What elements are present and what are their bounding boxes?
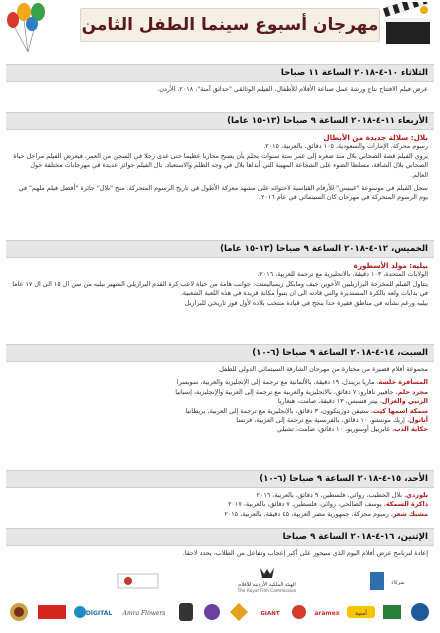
aramex-logo	[312, 603, 342, 621]
day-heading: الخميس، ١٢-٤-٢٠١٨ الساعة ٩ صباحا (١٣-١٥ عاما)	[6, 240, 434, 258]
film-info: ، إريك مونتشو، ١٠ دقائق، بالفرنسية مع ترجمة إلى العربية، فرنسا	[236, 416, 410, 425]
partner-logo	[408, 601, 432, 623]
balloons-icon	[4, 2, 50, 54]
film-title: سمكة اسمها كيث	[372, 406, 428, 415]
day-heading: الأحد، ١٥-٤-٢٠١٨ الساعة ٩ صباحا (٦-١٠)	[6, 470, 434, 488]
film-info: ، ستيفن دوريتكوون، ٣ دقائق، بالإنجليزية مع ترجمة إلى العربية، بريطانيا	[185, 406, 373, 415]
giant-logo	[256, 603, 284, 621]
logo-text: Amra Flowers	[122, 610, 166, 617]
logo-text: شركاء	[391, 580, 405, 586]
logo-text: DIGITAL	[85, 610, 113, 617]
day-saturday	[6, 344, 434, 435]
logos-bottom-row	[6, 599, 434, 625]
day-description: مجموعة أفلام قصيرة من مختارة من مهرجان الشارقة السينمائي الدولي للطفل	[219, 365, 428, 373]
film-line	[12, 491, 428, 500]
page-title: مهرجان أسبوع سينما الطفل الثامن	[81, 15, 379, 35]
film-line	[12, 378, 428, 387]
day-tuesday	[6, 64, 434, 94]
film-info: ، يوسف الصالحي، روائي، فلسطين، ٧ دقائق، بالعربية، ٢٠١٧	[228, 500, 386, 509]
logo-text: The Royal Film Commission	[237, 589, 297, 594]
partner-logo	[380, 601, 404, 623]
partner-logo	[366, 570, 410, 592]
logos-top-row	[116, 566, 416, 594]
film-info: ، غابرييل أوسوريو، ١٠ دقائق، صامت، تشيلي	[277, 425, 395, 434]
day-heading: الأربعاء ١١-٤-٢٠١٨ الساعة ٩ صباحا (١٣-١٥ عاما)	[6, 112, 434, 130]
film-line	[12, 510, 428, 519]
film-line	[12, 407, 428, 416]
logo-text: aramex	[314, 610, 340, 617]
logo-text: GIANT	[260, 611, 280, 617]
red-brand-logo	[38, 605, 66, 619]
day-description: إعادة لبرنامج عرض أفلام اليوم الذي سيحوز على أكبر إعجاب وتفاعل من الطلاب، يحدد لاحقا.	[182, 549, 428, 557]
title-ribbon	[80, 8, 380, 42]
day-heading: السبت، ١٤-٤-٢٠١٨ الساعة ٩ صباحا (٦-١٠)	[6, 344, 434, 362]
emblem-logo	[8, 601, 30, 623]
film-line	[12, 388, 428, 397]
film-line	[12, 500, 428, 509]
film-title: المسافرة خلسة	[378, 378, 428, 387]
film-info: ، جافيير نافارو، ٧ دقائق، بالانجليزية والعربية مع ترجمة إلى العربية والإنجليزية، إسبانيا	[175, 387, 398, 396]
partner-logo	[176, 601, 196, 623]
film-synopsis: يتناول الفيلم للمخرجة البرازيليين الأخوين جيف ومايكل زيمباليست، جوانب هامة من حياة لاعب كرة القدم البرازيلي الشهير بيليه من سن ال ١٥ الى ال ١٧ عاما في بدايات ولعه بالكرة المستديرة والتي قادته الى ان يتبوأ مكانة فريدة في هذه اللعبة الشعبية.	[12, 279, 428, 298]
clapperboard-icon	[382, 2, 434, 46]
film-note: سجل الفيلم في موسوعة "غينيس" للأرقام القياسية لاحتوائه على مشهد معركة الأطول في تاريخ الرسوم المتحركة. منح "بلال" جائزة "أفضل فيلم ملهم" في يوم الرسوم المتحركة في مهرجان كان السينمائي في عام ٢٠١٦.	[18, 184, 428, 202]
film-title: بلال: سلالة جديدة من الأبطال	[323, 133, 428, 142]
day-heading: الثلاثاء ١٠-٤-٢٠١٨ الساعة ١١ صباحا	[6, 64, 434, 82]
amra-flowers-logo	[118, 603, 170, 621]
partner-logo	[116, 570, 160, 592]
film-title: الزنبي والغزال	[381, 397, 428, 406]
film-info: ، بيتر فسبس، ١٣ دقيقة، صامت، هنغاريا	[277, 397, 382, 406]
partner-logo	[202, 601, 222, 623]
film-info: رسوم محركة، الإمارات والسعودية، ١٠٥ دقائق، بالعربية، ٢٠١٥.	[263, 142, 428, 151]
film-title: مجرد حلم	[397, 387, 428, 396]
day-wednesday	[6, 112, 434, 203]
film-info: ، رسوم محركة، جمهورية مصر العربية، ٤٥ دقيقة، بالعربية، ٢٠١٥	[224, 509, 393, 518]
header	[0, 0, 440, 58]
royal-film-commission-logo	[208, 566, 326, 594]
film-line	[12, 397, 428, 406]
film-title: أناتول	[409, 416, 428, 425]
film-info: ، ماريا بريندل، ١٩ دقيقة، بالألمانية مع ترجمة إلى الإنجليزية والعربية، سويسرا	[176, 378, 379, 387]
film-title: بيليه: مولد الأسطورة	[353, 261, 428, 270]
film-note: بيليه ورغم نشأته في مناطق فقيرة جدا ينجح في قيادة منتخب بلاده لأول فوز تاريخي للبرازيل	[184, 298, 428, 307]
film-title: مشبك شعر	[392, 509, 428, 518]
film-info: ، بلال الخطيب، روائي، فلسطين، ٩ دقائق، بالعربية، ٢٠١٦	[256, 491, 407, 499]
umniah-logo	[346, 603, 376, 621]
logo-text: أمنية	[355, 610, 367, 617]
partner-logo	[288, 603, 310, 621]
film-title: حكاية الدب	[394, 425, 428, 434]
partner-logo	[228, 601, 250, 623]
day-heading: الإثنين، ١٦-٤-٢٠١٨ الساعة ٩ صباحا	[6, 528, 434, 546]
logo-text: الهيئة الملكية الأردنية للأفلام	[238, 582, 296, 588]
film-line	[12, 425, 428, 434]
film-title: بلوزدي	[406, 491, 428, 499]
day-description: عرض فيلم الافتتاح نتاج ورشة عمل صناعة الأفلام للأطفال، الفيلم الوثائقي "حدائق آمنة"، ٢٠١٨، الأردن.	[157, 85, 428, 93]
day-thursday	[6, 240, 434, 308]
day-monday	[6, 528, 434, 558]
film-title: ذاكرة السمكة	[385, 500, 428, 509]
sponsor-logos	[6, 566, 434, 628]
film-synopsis: يروي الفيلم قصة الصحابي بلال منذ صغره إلى عمر ستة سنوات يحلم بأن يصبح محاربا عظيما حتى غدى رجلا في السجن من العمر، فيعرض الفيلم مراحل حياة الصحابي بلال الشاقة، مسلطا الضوء على الشجاعة المهيبة التي أبداها بلال في وجه الظلم والاستعباد. نال الفيلم جوائز عديدة في مهرجانات مختلفة حول العالم.	[13, 151, 428, 179]
digital-logo	[72, 603, 114, 621]
day-sunday	[6, 470, 434, 519]
film-info: الولايات المتحدة، ١٠٣ دقيقة، بالانجليزية مع ترجمة للعربية، ٢٠١٦.	[257, 270, 428, 279]
